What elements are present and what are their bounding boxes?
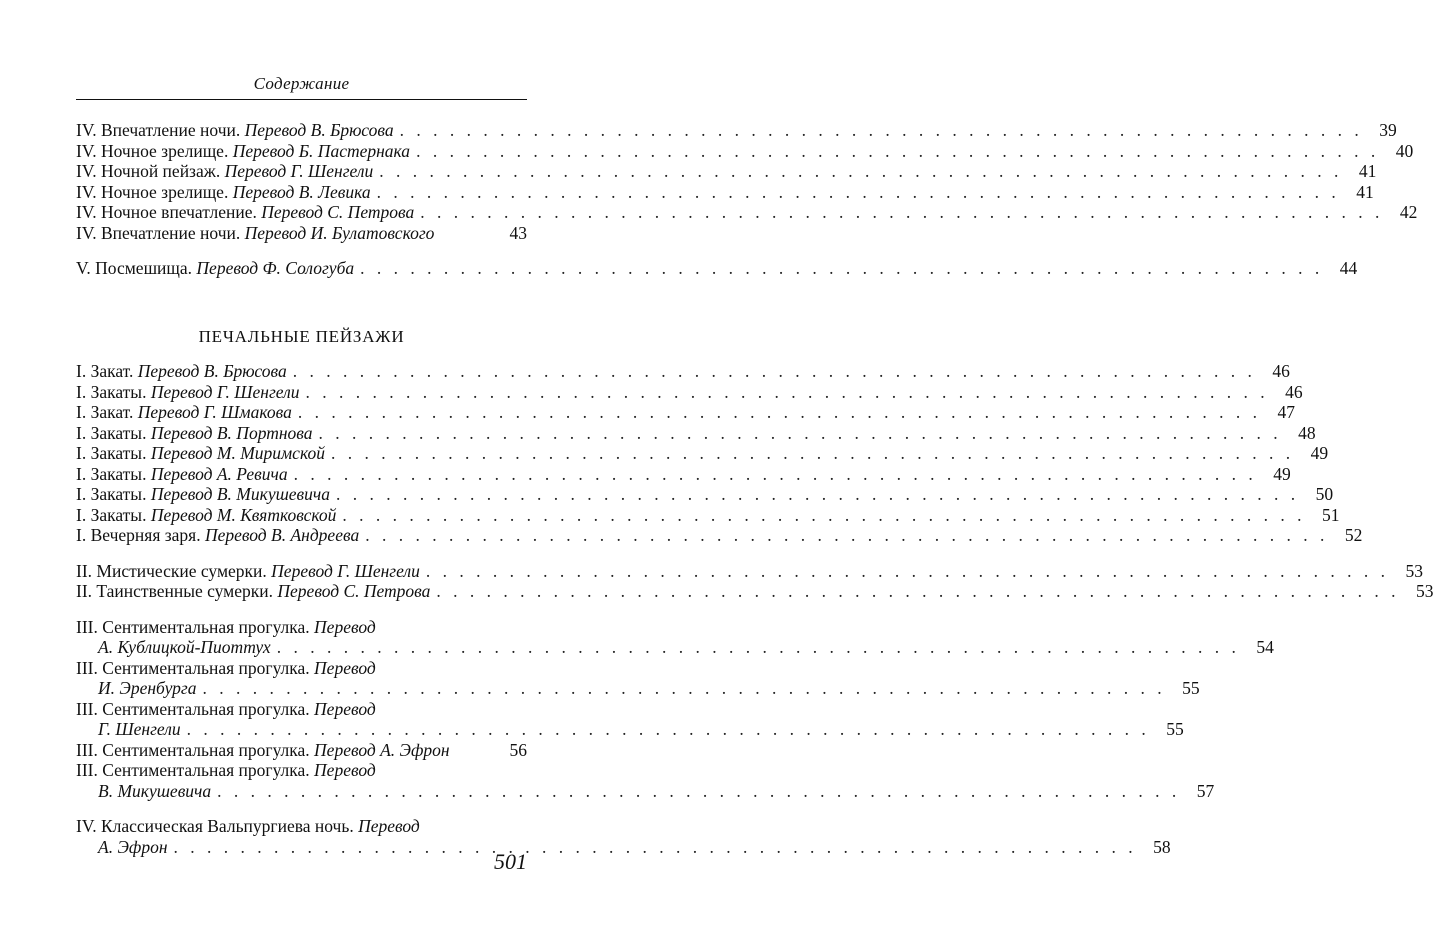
entry-page: 41 (1358, 161, 1377, 181)
entry-page: 49 (1273, 463, 1291, 484)
entry-title: Закат. (90, 361, 134, 381)
dot-leader (331, 443, 1294, 464)
entry-text (76, 581, 430, 602)
toc-group (76, 560, 1434, 602)
entry-text (76, 760, 376, 781)
toc-entry (76, 140, 1414, 162)
entry-translator: Перевод В. Андреева (204, 525, 360, 545)
entry-page: 43 (509, 222, 527, 243)
entry-text (76, 223, 434, 244)
toc-group (76, 120, 1418, 243)
entry-page: 55 (1182, 678, 1200, 698)
dot-leader (298, 402, 1261, 423)
toc-entry (76, 361, 1290, 382)
toc-entry (76, 223, 527, 244)
entry-page: 54 (1256, 637, 1274, 657)
toc-entry (76, 658, 527, 679)
entry-translator-name: Г. Шенгели (98, 719, 181, 739)
entry-text (76, 120, 394, 141)
entry-title: Вечерняя заря. (90, 525, 201, 545)
dot-leader (420, 202, 1383, 223)
entry-roman: IV. (76, 202, 97, 222)
entry-text (76, 402, 292, 423)
dot-leader (436, 581, 1399, 602)
entry-translator: Перевод В. Микушевича (150, 484, 331, 504)
toc-entry (76, 740, 527, 761)
toc-entry (76, 120, 1397, 141)
entry-roman: IV. (76, 120, 97, 140)
entry-page: 52 (1344, 525, 1363, 545)
entry-translator-name: В. Микушевича (98, 780, 212, 801)
entry-translator: Перевод А. Эфрон (314, 739, 450, 760)
entry-roman: III. (76, 616, 98, 637)
entry-translator: Перевод (314, 760, 376, 780)
toc-entry-continuation (76, 678, 1200, 699)
entry-title: Закат. (90, 402, 134, 422)
entry-page: 46 (1285, 381, 1303, 402)
entry-translator: Перевод Г. Шмакова (137, 402, 292, 422)
toc-entry (76, 525, 1363, 546)
entry-translator: Перевод В. Брюсова (244, 120, 394, 140)
entry-text (76, 484, 330, 505)
toc-entry (76, 760, 527, 781)
entry-title: Впечатление ночи. (100, 222, 241, 243)
toc-entry (76, 581, 1434, 602)
dot-leader (277, 637, 1240, 658)
entry-roman: I. (76, 525, 87, 545)
entry-page: 53 (1416, 581, 1434, 601)
entry-title: Закаты. (90, 504, 147, 525)
entry-translator-name: А. Кублицкой-Пиоттух (98, 637, 271, 657)
entry-roman: III. (76, 760, 98, 780)
entry-title: Классическая Вальпургиева ночь. (100, 816, 354, 836)
entry-title: Сентиментальная прогулка. (102, 616, 310, 637)
entry-text (76, 699, 376, 720)
entry-translator: Перевод (314, 616, 376, 637)
entry-translator: Перевод Г. Шенгели (271, 560, 420, 581)
entry-title: Ночное впечатление. (100, 202, 257, 222)
entry-page: 42 (1399, 202, 1418, 222)
entry-title: Впечатление ночи. (100, 120, 241, 140)
toc-entry (76, 443, 1329, 464)
toc-entry (76, 181, 1374, 203)
entry-text (76, 658, 376, 679)
entry-page: 57 (1196, 780, 1215, 801)
toc-entry (76, 402, 1295, 423)
entry-translator: Перевод (358, 816, 420, 836)
entry-translator: Перевод С. Петрова (261, 202, 415, 222)
entry-page: 53 (1405, 560, 1423, 581)
entry-roman: I. (76, 361, 87, 381)
entry-title: Закаты. (90, 422, 147, 443)
entry-page: 40 (1395, 140, 1414, 161)
group-gap (76, 801, 527, 816)
group-gap (76, 602, 527, 617)
toc-entry (76, 422, 1316, 444)
entry-roman: V. (76, 258, 91, 278)
entry-roman: II. (76, 560, 93, 581)
entry-page: 49 (1310, 443, 1329, 463)
toc-entry (76, 161, 1377, 182)
toc-entry (76, 381, 1303, 403)
entry-text (76, 505, 336, 526)
entry-page: 44 (1339, 258, 1358, 278)
entry-title: Сентиментальная прогулка. (102, 657, 310, 678)
entry-translator: Перевод Б. Пастернака (232, 140, 411, 161)
toc-entry (76, 699, 527, 720)
entry-page: 50 (1315, 484, 1334, 504)
entry-roman: II. (76, 581, 93, 601)
entry-roman: I. (76, 504, 87, 525)
entry-roman: IV. (76, 816, 97, 836)
entry-text (76, 361, 287, 382)
dot-leader (319, 423, 1282, 444)
dot-leader (360, 258, 1323, 279)
entry-page: 58 (1153, 836, 1171, 857)
entry-roman: I. (76, 463, 87, 484)
entry-title: Сентиментальная прогулка. (102, 739, 310, 760)
dot-leader (400, 120, 1363, 141)
toc-entry-continuation (76, 719, 1184, 740)
running-head: Содержание (253, 74, 350, 93)
entry-title: Закаты. (90, 463, 147, 484)
toc-entry-continuation (76, 637, 1274, 658)
entry-text (76, 561, 420, 582)
toc-entry (76, 202, 1418, 223)
entry-roman: IV. (76, 222, 97, 243)
entry-title: Таинственные сумерки. (96, 581, 274, 601)
header-rule (76, 99, 527, 100)
entry-title: Ночное зрелище. (100, 140, 229, 161)
entry-text (76, 202, 414, 223)
entry-text (76, 382, 300, 403)
dot-leader (426, 561, 1389, 582)
toc-group (76, 258, 1358, 279)
dot-leader (416, 141, 1379, 162)
entry-translator: Перевод А. Ревича (150, 463, 288, 484)
dot-leader (293, 361, 1256, 382)
entry-roman: I. (76, 381, 87, 402)
entry-page: 46 (1272, 361, 1290, 381)
entry-translator: Перевод (314, 698, 376, 719)
dot-leader (342, 505, 1305, 526)
entry-title: Сентиментальная прогулка. (102, 760, 310, 780)
toc-section-block (76, 361, 1434, 857)
dot-leader (174, 837, 1137, 858)
entry-title: Посмешища. (95, 258, 193, 278)
entry-text (76, 423, 313, 444)
group-gap (76, 546, 527, 561)
dot-leader (379, 161, 1342, 182)
section-title: ПЕЧАЛЬНЫЕ ПЕЙЗАЖИ (198, 326, 405, 346)
entry-text (76, 443, 325, 464)
toc-entry (76, 463, 1291, 485)
entry-roman: IV. (76, 140, 97, 161)
entry-translator: Перевод М. Квятковской (150, 504, 337, 525)
entry-translator: Перевод В. Брюсова (137, 361, 287, 381)
dot-leader (294, 464, 1257, 485)
entry-page: 56 (509, 739, 527, 760)
toc-entry (76, 504, 1340, 526)
group-gap (76, 243, 527, 258)
entry-text (76, 258, 354, 279)
entry-roman: I. (76, 402, 87, 422)
entry-roman: III. (76, 698, 98, 719)
entry-title: Сентиментальная прогулка. (102, 698, 310, 719)
dot-leader (306, 382, 1269, 403)
toc-entry-continuation (76, 780, 1215, 802)
toc-entry (76, 258, 1358, 279)
entry-page: 48 (1298, 422, 1316, 443)
entry-title: Закаты. (90, 381, 147, 402)
toc-top-block (76, 120, 1418, 279)
entry-roman: IV. (76, 161, 97, 181)
entry-translator: Перевод М. Миримской (150, 443, 325, 463)
entry-translator: Перевод Г. Шенгели (150, 381, 300, 402)
dot-leader (336, 484, 1299, 505)
entry-text (76, 617, 376, 638)
entry-roman: III. (76, 739, 98, 760)
dot-leader (377, 182, 1340, 203)
toc-group (76, 616, 1274, 802)
entry-roman: I. (76, 484, 87, 504)
entry-text (76, 464, 288, 485)
entry-roman: I. (76, 443, 87, 463)
entry-text (76, 141, 410, 162)
toc-entry (76, 617, 527, 638)
entry-text (76, 161, 373, 182)
entry-translator: Перевод Ф. Сологуба (196, 258, 355, 278)
entry-title: Ночной пейзаж. (100, 161, 221, 181)
page-number: 501 (494, 849, 527, 874)
entry-roman: I. (76, 422, 87, 443)
entry-page: 47 (1277, 402, 1295, 422)
entry-page: 39 (1379, 120, 1397, 140)
entry-title: Закаты. (90, 484, 147, 504)
entry-translator: Перевод И. Булатовского (244, 222, 435, 243)
entry-title: Мистические сумерки. (96, 560, 267, 581)
entry-roman: IV. (76, 181, 97, 202)
dot-leader (217, 781, 1180, 802)
entry-translator: Перевод (314, 657, 376, 678)
toc-group (76, 361, 1363, 546)
entry-text (76, 525, 359, 546)
entry-text (76, 182, 371, 203)
toc-entry (76, 816, 527, 837)
entry-translator: Перевод В. Левика (232, 181, 371, 202)
entry-page: 41 (1356, 181, 1374, 202)
entry-text (76, 816, 420, 837)
entry-roman: III. (76, 657, 98, 678)
toc-entry (76, 560, 1423, 582)
entry-translator-name: И. Эренбурга (98, 678, 197, 698)
dot-leader (202, 678, 1165, 699)
table-of-contents (76, 120, 1434, 857)
entry-translator: Перевод С. Петрова (277, 581, 431, 601)
entry-translator: Перевод В. Портнова (150, 422, 313, 443)
entry-page: 51 (1322, 504, 1340, 525)
entry-title: Закаты. (90, 443, 147, 463)
entry-text (76, 740, 450, 761)
entry-title: Ночное зрелище. (100, 181, 229, 202)
entry-page: 55 (1166, 719, 1184, 739)
entry-translator-name: А. Эфрон (98, 836, 168, 857)
dot-leader (187, 719, 1150, 740)
dot-leader (365, 525, 1328, 546)
entry-translator: Перевод Г. Шенгели (224, 161, 374, 181)
toc-entry (76, 484, 1334, 505)
